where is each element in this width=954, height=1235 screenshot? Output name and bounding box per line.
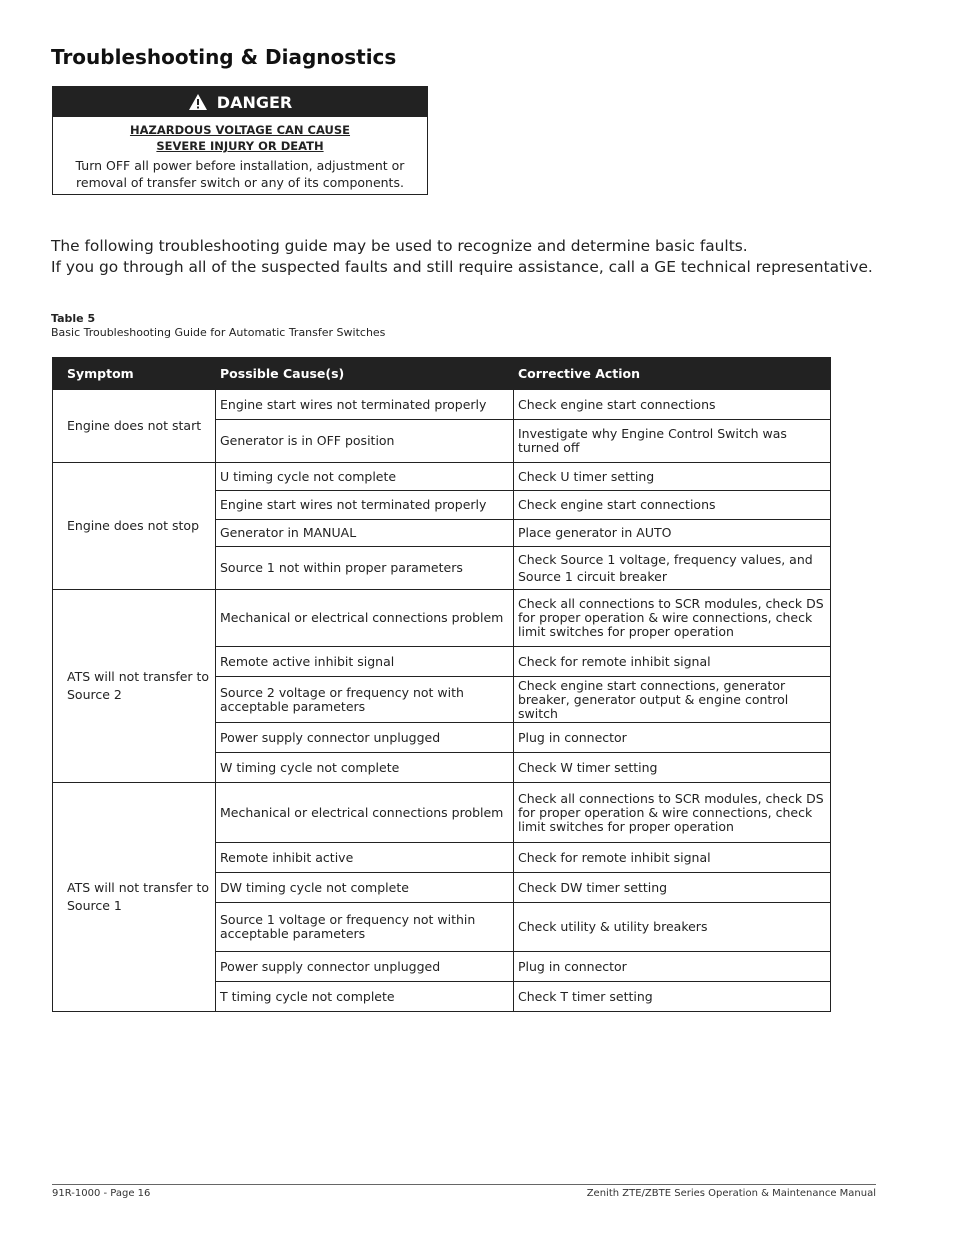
- cause-cell: Generator in MANUAL: [216, 520, 514, 547]
- cause-cell: Power supply connector unplugged: [216, 723, 514, 753]
- header-corrective-action: Corrective Action: [514, 358, 831, 390]
- action-cell: Check DW timer setting: [514, 873, 831, 903]
- intro-line-2: If you go through all of the suspected faults and still require assistance, call a GE technical representative.: [51, 258, 873, 276]
- action-cell: Check W timer setting: [514, 753, 831, 783]
- header-symptom: Symptom: [53, 358, 216, 390]
- footer-page-number: 91R-1000 - Page 16: [52, 1188, 151, 1199]
- danger-heading-line-2: SEVERE INJURY OR DEATH: [156, 139, 324, 153]
- table-header-row: [53, 358, 831, 390]
- cause-cell: Mechanical or electrical connections problem: [216, 783, 514, 843]
- table-row: [53, 783, 831, 843]
- cause-cell: U timing cycle not complete: [216, 463, 514, 491]
- action-cell: Check T timer setting: [514, 982, 831, 1012]
- action-cell: Check for remote inhibit signal: [514, 647, 831, 677]
- symptom-cell: ATS will not transfer to Source 2: [53, 590, 216, 783]
- warning-triangle-icon: [188, 93, 208, 111]
- table-label: [51, 312, 385, 340]
- table-row: [53, 463, 831, 491]
- page-title: Troubleshooting & Diagnostics: [51, 45, 397, 69]
- cause-cell: Source 1 not within proper parameters: [216, 547, 514, 590]
- cause-cell: Remote inhibit active: [216, 843, 514, 873]
- danger-body: [53, 117, 427, 191]
- danger-header: [53, 87, 427, 117]
- page-footer: [52, 1184, 876, 1199]
- action-cell: Check engine start connections, generator breaker, generator output & engine control switch: [514, 677, 831, 723]
- cause-cell: Power supply connector unplugged: [216, 952, 514, 982]
- cause-cell: Generator is in OFF position: [216, 420, 514, 463]
- action-cell: Check utility & utility breakers: [514, 903, 831, 952]
- cause-cell: Source 2 voltage or frequency not with acceptable parameters: [216, 677, 514, 723]
- intro-paragraph: [51, 236, 931, 278]
- danger-warning-box: [52, 86, 428, 195]
- action-cell: Check for remote inhibit signal: [514, 843, 831, 873]
- table-number: Table 5: [51, 312, 96, 325]
- cause-cell: Engine start wires not terminated properly: [216, 390, 514, 420]
- header-possible-causes: Possible Cause(s): [216, 358, 514, 390]
- danger-text-line-1: Turn OFF all power before installation, adjustment or: [75, 158, 405, 173]
- cause-cell: W timing cycle not complete: [216, 753, 514, 783]
- action-cell: Check engine start connections: [514, 390, 831, 420]
- action-cell: Plug in connector: [514, 952, 831, 982]
- footer-manual-title: Zenith ZTE/ZBTE Series Operation & Maintenance Manual: [586, 1188, 876, 1199]
- action-cell: Place generator in AUTO: [514, 520, 831, 547]
- action-cell: Plug in connector: [514, 723, 831, 753]
- cause-cell: Engine start wires not terminated properly: [216, 491, 514, 520]
- symptom-cell: ATS will not transfer to Source 1: [53, 783, 216, 1012]
- cause-cell: T timing cycle not complete: [216, 982, 514, 1012]
- danger-label: DANGER: [216, 92, 293, 112]
- table-row: [53, 390, 831, 420]
- action-cell: Check all connections to SCR modules, check DS for proper operation & wire connections, check limit switches for proper operation: [514, 783, 831, 843]
- danger-text-line-2: removal of transfer switch or any of its components.: [76, 174, 404, 190]
- table-caption: Basic Troubleshooting Guide for Automatic Transfer Switches: [51, 326, 386, 339]
- table-row: [53, 590, 831, 647]
- action-cell: Check engine start connections: [514, 491, 831, 520]
- danger-heading-line-1: HAZARDOUS VOLTAGE CAN CAUSE: [129, 123, 351, 137]
- troubleshooting-table: [52, 357, 831, 1012]
- cause-cell: Source 1 voltage or frequency not within acceptable parameters: [216, 903, 514, 952]
- cause-cell: Mechanical or electrical connections problem: [216, 590, 514, 647]
- symptom-cell: Engine does not stop: [53, 463, 216, 590]
- intro-line-1: The following troubleshooting guide may be used to recognize and determine basic faults.: [51, 237, 748, 255]
- cause-cell: Remote active inhibit signal: [216, 647, 514, 677]
- symptom-cell: Engine does not start: [53, 390, 216, 463]
- action-cell: Check Source 1 voltage, frequency values, and Source 1 circuit breaker: [514, 547, 831, 590]
- action-cell: Check all connections to SCR modules, check DS for proper operation & wire connections, check limit switches for proper operation: [514, 590, 831, 647]
- action-cell: Investigate why Engine Control Switch was turned off: [514, 420, 831, 463]
- action-cell: Check U timer setting: [514, 463, 831, 491]
- cause-cell: DW timing cycle not complete: [216, 873, 514, 903]
